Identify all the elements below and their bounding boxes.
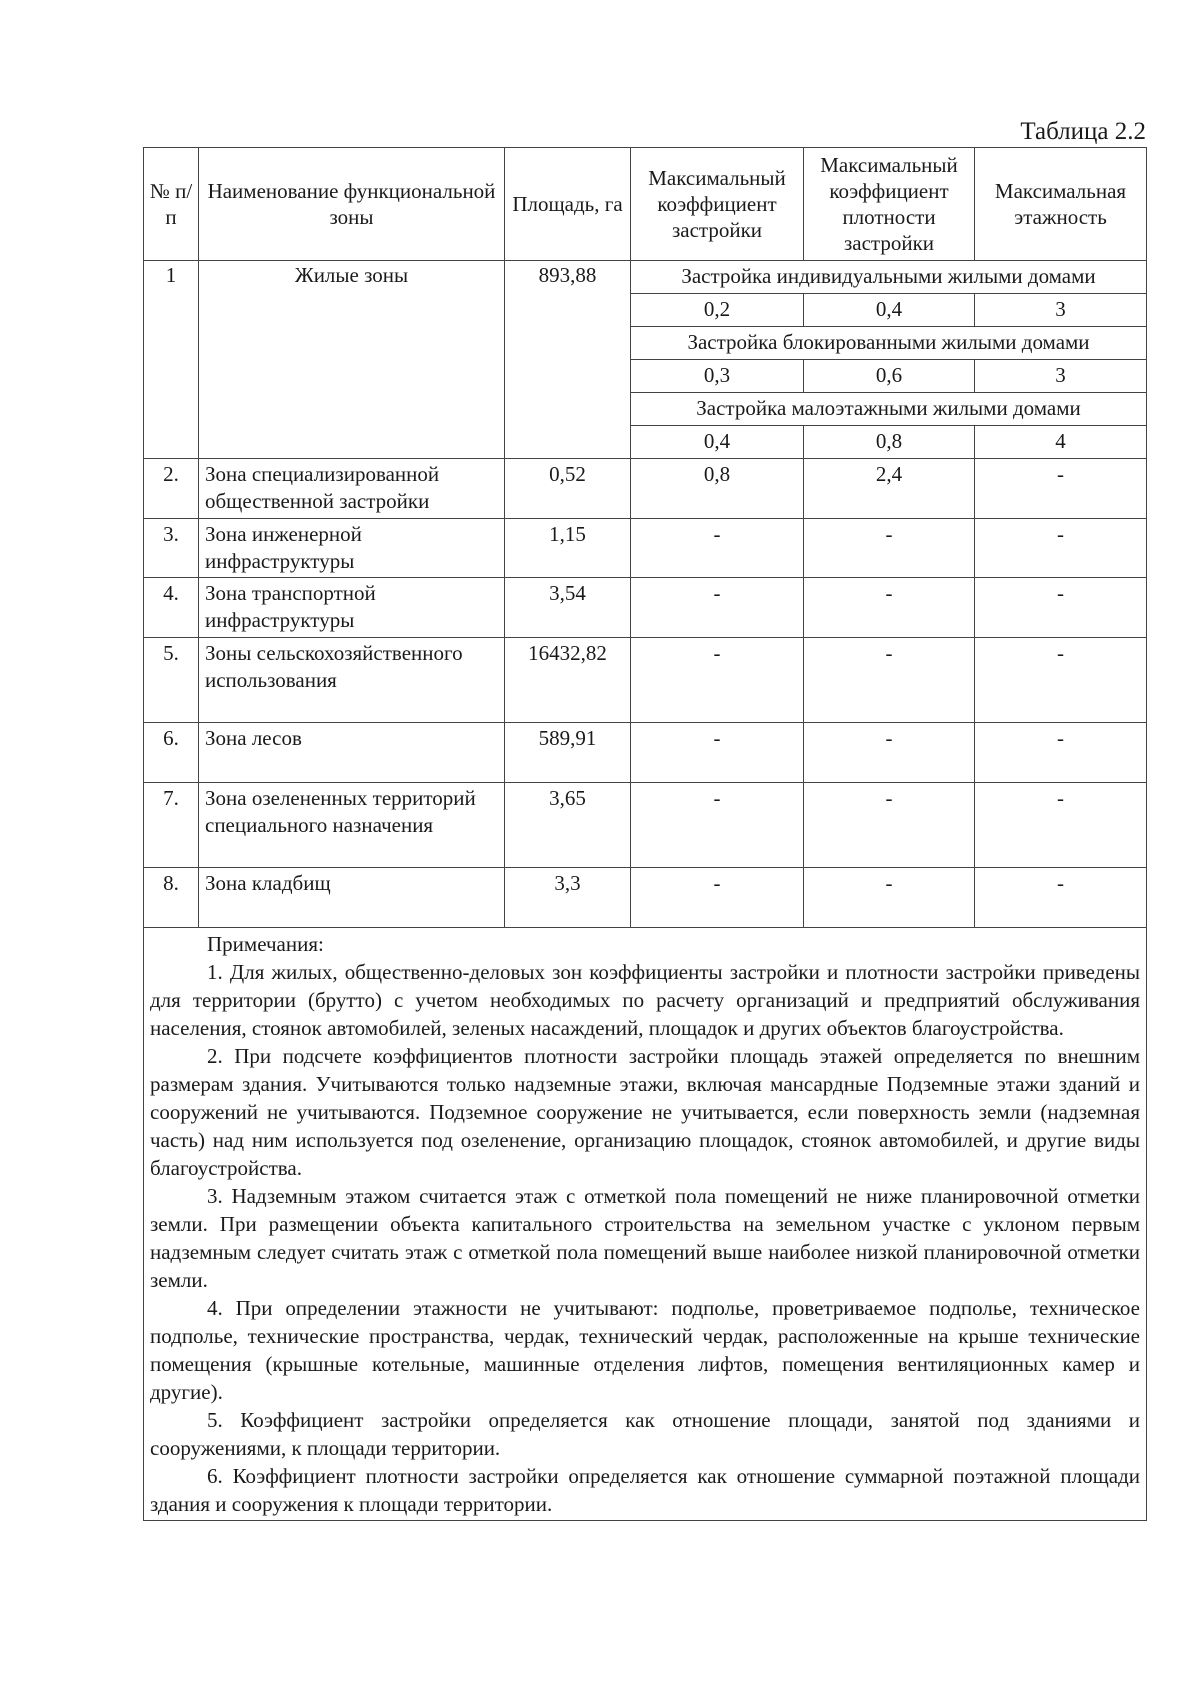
header-zone-name: Наименование функциональной зоны [199, 148, 505, 261]
building-coefficient: - [631, 518, 804, 578]
table-row [144, 722, 1147, 782]
zone-area: 1,15 [505, 518, 631, 578]
max-floors: 3 [975, 294, 1147, 327]
table-row [144, 867, 1147, 927]
max-floors: - [975, 867, 1147, 927]
row-num: 1 [144, 261, 199, 459]
header-building-coefficient: Максимальный коэффициент застройки [631, 148, 804, 261]
zones-table [143, 147, 1147, 1521]
building-coefficient: - [631, 578, 804, 638]
notes-title: Примечания: [207, 931, 324, 956]
max-floors: 4 [975, 426, 1147, 459]
zone-name: Зона специализированной общественной застройки [199, 459, 505, 519]
table-caption: Таблица 2.2 [1020, 118, 1146, 145]
zone-area: 3,3 [505, 867, 631, 927]
subsection-title: Застройка блокированными жилыми домами [631, 327, 1147, 360]
zone-name: Жилые зоны [199, 261, 505, 459]
row-num: 4. [144, 578, 199, 638]
note-item: 6. Коэффициент плотности застройки определяется как отношение суммарной поэтажной площади здания и сооружения к площади территории. [150, 1463, 1140, 1516]
zone-name: Зоны сельскохозяйственного использования [199, 637, 505, 722]
density-coefficient: - [804, 578, 975, 638]
header-num: № п/п [144, 148, 199, 261]
density-coefficient: 0,6 [804, 360, 975, 393]
row-num: 8. [144, 867, 199, 927]
density-coefficient: - [804, 722, 975, 782]
row-num: 5. [144, 637, 199, 722]
note-item: 5. Коэффициент застройки определяется как отношение площади, занятой под зданиями и сооружениями, к площади территории. [150, 1407, 1140, 1460]
zone-name: Зона лесов [199, 722, 505, 782]
header-max-floors: Максимальная этажность [975, 148, 1147, 261]
subsection-title: Застройка малоэтажными жилыми домами [631, 393, 1147, 426]
zone-area: 16432,82 [505, 637, 631, 722]
note-item: 1. Для жилых, общественно-деловых зон коэффициенты застройки и плотности застройки приведены для территории (брутто) с учетом необходимых по расчету организаций и предприятий обслуживания населения, стоянок автомобилей, зеленых насаждений, площадок и других объектов благоустройства. [150, 959, 1140, 1040]
zone-area: 3,54 [505, 578, 631, 638]
table-row [144, 637, 1147, 722]
building-coefficient: 0,2 [631, 294, 804, 327]
max-floors: - [975, 782, 1147, 867]
table-row [144, 578, 1147, 638]
notes-row [144, 927, 1147, 1520]
max-floors: - [975, 637, 1147, 722]
density-coefficient: - [804, 518, 975, 578]
zone-name: Зона кладбищ [199, 867, 505, 927]
zone-area: 589,91 [505, 722, 631, 782]
building-coefficient: - [631, 722, 804, 782]
row-num: 3. [144, 518, 199, 578]
notes-cell [144, 927, 1147, 1520]
header-density-coefficient: Максимальный коэффициент плотности застройки [804, 148, 975, 261]
max-floors: - [975, 722, 1147, 782]
building-coefficient: - [631, 782, 804, 867]
density-coefficient: - [804, 867, 975, 927]
table-row [144, 518, 1147, 578]
max-floors: - [975, 459, 1147, 519]
density-coefficient: 0,4 [804, 294, 975, 327]
building-coefficient: - [631, 867, 804, 927]
zone-name: Зона озелененных территорий специального назначения [199, 782, 505, 867]
density-coefficient: 0,8 [804, 426, 975, 459]
zone-name: Зона инженерной инфраструктуры [199, 518, 505, 578]
note-item: 3. Надземным этажом считается этаж с отметкой пола помещений не ниже планировочной отметки земли. При размещении объекта капитального строительства на земельном участке с уклоном первым надземным следует считать этаж с отметкой пола помещений выше наиболее низкой планировочной отметки земли. [150, 1183, 1140, 1292]
note-item: 4. При определении этажности не учитывают: подполье, проветриваемое подполье, техническое подполье, технические пространства, чердак, технический чердак, расположенные на крыше технические помещения (крышные котельные, машинные отделения лифтов, помещения вентиляционных камер и другие). [150, 1295, 1140, 1404]
subsection-title: Застройка индивидуальными жилыми домами [631, 261, 1147, 294]
note-item: 2. При подсчете коэффициентов плотности застройки площадь этажей определяется по внешним размерам здания. Учитываются только надземные этажи, включая мансардные Подземные этажи зданий и сооружений не учитываются. Подземное сооружение не учитывается, если поверхность земли (надземная часть) над ним используется под озеленение, организацию площадок, стоянок автомобилей, и другие виды благоустройства. [150, 1043, 1140, 1180]
building-coefficient: 0,3 [631, 360, 804, 393]
table-row [144, 459, 1147, 519]
header-row [144, 148, 1147, 261]
density-coefficient: 2,4 [804, 459, 975, 519]
max-floors: - [975, 578, 1147, 638]
row-num: 2. [144, 459, 199, 519]
zone-name: Зона транспортной инфраструктуры [199, 578, 505, 638]
table-row [144, 261, 1147, 294]
building-coefficient: 0,8 [631, 459, 804, 519]
building-coefficient: 0,4 [631, 426, 804, 459]
building-coefficient: - [631, 637, 804, 722]
max-floors: 3 [975, 360, 1147, 393]
header-area: Площадь, га [505, 148, 631, 261]
density-coefficient: - [804, 782, 975, 867]
table-row [144, 782, 1147, 867]
zone-area: 3,65 [505, 782, 631, 867]
row-num: 7. [144, 782, 199, 867]
zone-area: 0,52 [505, 459, 631, 519]
density-coefficient: - [804, 637, 975, 722]
row-num: 6. [144, 722, 199, 782]
max-floors: - [975, 518, 1147, 578]
zone-area: 893,88 [505, 261, 631, 459]
